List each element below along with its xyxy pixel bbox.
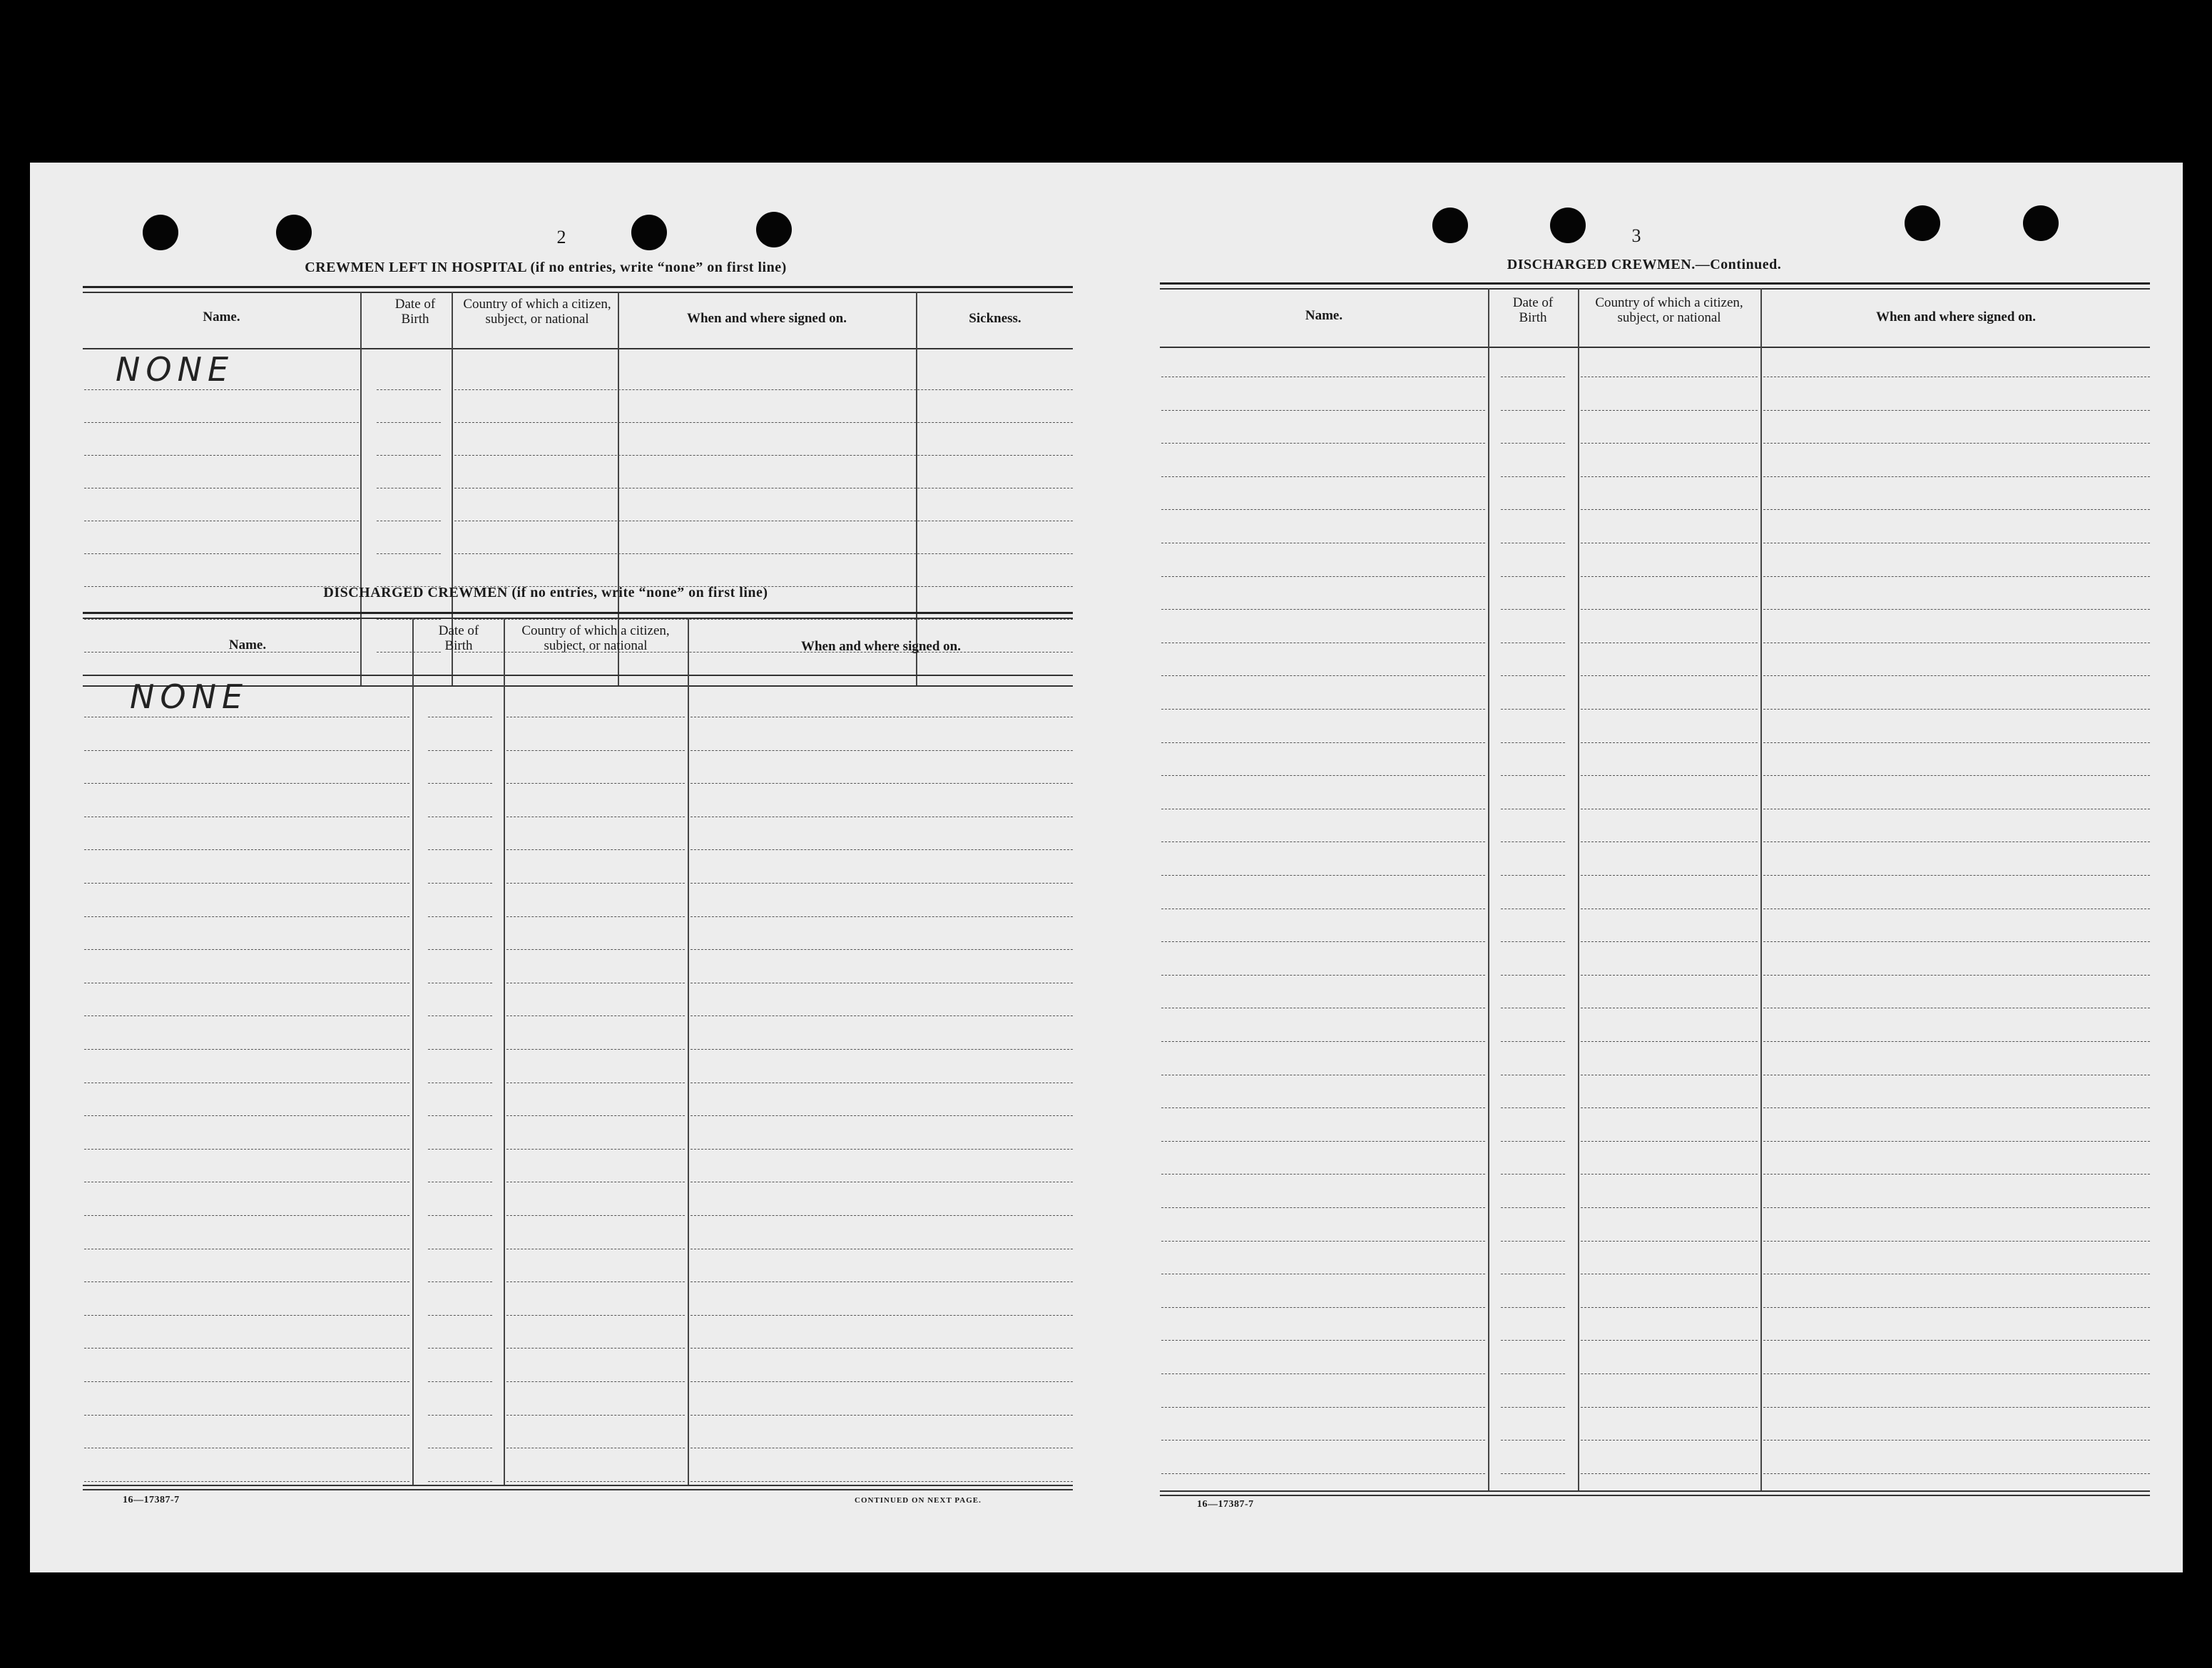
punch-hole	[631, 215, 667, 250]
table-row	[506, 1149, 685, 1150]
table-row	[1161, 509, 1485, 510]
table-row	[1161, 941, 1485, 942]
table-row	[1501, 1241, 1565, 1242]
table-row	[690, 1015, 1073, 1016]
table-row	[377, 389, 441, 390]
table-row	[1501, 1307, 1565, 1308]
table-row	[1763, 1207, 2150, 1208]
table-row	[690, 1115, 1073, 1116]
discharged-col-dob: Date of Birth	[438, 623, 479, 653]
table-row	[1161, 875, 1485, 876]
table-row	[1501, 1473, 1565, 1474]
table-row	[84, 1115, 409, 1116]
discharged-instruction: (if no entries, write “none” on first line)	[511, 585, 768, 600]
table-row	[1501, 509, 1565, 510]
table-row	[84, 849, 409, 850]
right-col-signed-on: When and where signed on.	[1875, 309, 2036, 324]
table-row	[1763, 1340, 2150, 1341]
table-row	[1763, 1141, 2150, 1142]
table-row	[1581, 1241, 1758, 1242]
table-row	[690, 750, 1073, 751]
table-row	[454, 455, 1073, 456]
table-row	[377, 455, 441, 456]
hospital-col-signed-on: When and where signed on.	[686, 311, 847, 326]
table-row	[1763, 1473, 2150, 1474]
table-row	[428, 1381, 492, 1382]
table-row	[1763, 941, 2150, 942]
discharged-col-divider	[504, 618, 505, 1485]
right-top-rule	[1160, 282, 2150, 285]
table-row	[1763, 509, 2150, 510]
table-row	[428, 783, 492, 784]
discharged-top-rule-2	[83, 618, 1073, 619]
table-row	[1581, 509, 1758, 510]
table-row	[1581, 709, 1758, 710]
table-row	[506, 1115, 685, 1116]
table-row	[84, 1015, 409, 1016]
table-row	[1763, 1440, 2150, 1441]
table-row	[1581, 775, 1758, 776]
table-row	[1501, 576, 1565, 577]
table-row	[1763, 476, 2150, 477]
right-col-country: Country of which a citizen, subject, or national	[1595, 295, 1743, 325]
discharged-header-rule	[83, 675, 1073, 676]
table-row	[1501, 1373, 1565, 1374]
discharged-bottom-rule	[83, 1485, 1073, 1486]
table-row	[84, 389, 359, 390]
table-row	[506, 949, 685, 950]
right-bottom-rule-2	[1160, 1495, 2150, 1496]
table-row	[428, 1015, 492, 1016]
table-row	[1581, 476, 1758, 477]
table-row	[690, 1348, 1073, 1349]
table-row	[1501, 742, 1565, 743]
discharged-col-divider	[688, 618, 689, 1485]
table-row	[1161, 1174, 1485, 1175]
table-row	[1501, 1107, 1565, 1108]
table-row	[690, 849, 1073, 850]
table-row	[1581, 443, 1758, 444]
table-row	[1501, 1174, 1565, 1175]
table-row	[1501, 775, 1565, 776]
table-row	[506, 1049, 685, 1050]
table-row	[1581, 1207, 1758, 1208]
discharged-col-country: Country of which a citizen, subject, or national	[521, 623, 670, 653]
table-row	[428, 949, 492, 950]
table-row	[428, 916, 492, 917]
table-row	[84, 1149, 409, 1150]
table-row	[1763, 675, 2150, 676]
hospital-col-divider	[916, 292, 917, 685]
right-col-divider	[1488, 288, 1489, 1492]
table-row	[1763, 1307, 2150, 1308]
table-row	[1581, 1141, 1758, 1142]
table-row	[1161, 1340, 1485, 1341]
left-form-number: 16—17387-7	[123, 1495, 180, 1505]
table-row	[1161, 841, 1485, 842]
table-row	[1763, 576, 2150, 577]
left-page-number: 2	[556, 227, 566, 247]
table-row	[1501, 1041, 1565, 1042]
table-row	[428, 883, 492, 884]
table-row	[690, 1481, 1073, 1482]
right-bottom-rule	[1160, 1490, 2150, 1492]
table-row	[1763, 1107, 2150, 1108]
table-row	[1763, 775, 2150, 776]
table-row	[1501, 1207, 1565, 1208]
table-row	[1501, 675, 1565, 676]
table-row	[428, 1415, 492, 1416]
table-row	[1581, 1340, 1758, 1341]
table-row	[377, 619, 441, 620]
table-row	[428, 849, 492, 850]
table-row	[84, 455, 359, 456]
hospital-col-country: Country of which a citizen, subject, or national	[463, 297, 611, 327]
hospital-col-dob: Date of Birth	[394, 297, 436, 327]
hospital-top-rule	[83, 286, 1073, 288]
punch-hole	[2023, 205, 2059, 241]
discharged-title-text: DISCHARGED CREWMEN	[323, 585, 508, 600]
discharged-section-title	[128, 585, 963, 601]
table-row	[1581, 841, 1758, 842]
hospital-col-divider	[360, 292, 362, 685]
discharged-col-name: Name.	[228, 638, 267, 653]
right-header-rule	[1160, 347, 2150, 348]
hospital-top-rule-2	[83, 292, 1073, 293]
right-col-divider	[1760, 288, 1762, 1492]
table-row	[506, 1215, 685, 1216]
table-row	[1763, 1407, 2150, 1408]
table-row	[1581, 1107, 1758, 1108]
table-row	[506, 1381, 685, 1382]
table-row	[428, 750, 492, 751]
continued-note: CONTINUED ON NEXT PAGE.	[855, 1496, 982, 1505]
table-row	[428, 1215, 492, 1216]
table-row	[84, 916, 409, 917]
table-row	[1161, 476, 1485, 477]
hospital-title-text: CREWMEN LEFT IN HOSPITAL	[305, 260, 527, 275]
table-row	[428, 1115, 492, 1116]
hospital-handwritten-entry: NONE	[116, 350, 235, 389]
table-row	[506, 916, 685, 917]
table-row	[1161, 1107, 1485, 1108]
table-row	[1161, 975, 1485, 976]
table-row	[1501, 1440, 1565, 1441]
punch-hole	[1550, 208, 1586, 243]
discharged-top-rule	[83, 612, 1073, 614]
table-row	[84, 1381, 409, 1382]
table-row	[690, 916, 1073, 917]
table-row	[84, 783, 409, 784]
table-row	[1501, 975, 1565, 976]
punch-hole	[1905, 205, 1940, 241]
table-row	[84, 422, 359, 423]
table-row	[1501, 476, 1565, 477]
table-row	[1581, 1407, 1758, 1408]
table-row	[1763, 742, 2150, 743]
table-row	[428, 1049, 492, 1050]
table-row	[84, 1348, 409, 1349]
table-row	[1161, 609, 1485, 610]
right-col-divider	[1578, 288, 1579, 1492]
table-row	[377, 553, 441, 554]
table-row	[506, 1348, 685, 1349]
table-row	[377, 422, 441, 423]
table-row	[454, 422, 1073, 423]
table-row	[1763, 1174, 2150, 1175]
discharged-col-signed-on: When and where signed on.	[800, 639, 961, 654]
table-row	[1763, 1041, 2150, 1042]
table-row	[1501, 609, 1565, 610]
table-row	[1501, 443, 1565, 444]
table-row	[506, 750, 685, 751]
table-row	[1501, 875, 1565, 876]
table-row	[1161, 1473, 1485, 1474]
table-row	[428, 1348, 492, 1349]
table-row	[506, 1015, 685, 1016]
table-row	[84, 1415, 409, 1416]
table-row	[84, 1049, 409, 1050]
right-top-rule-2	[1160, 288, 2150, 290]
table-row	[1161, 742, 1485, 743]
table-row	[690, 949, 1073, 950]
table-row	[1161, 443, 1485, 444]
hospital-col-name: Name.	[203, 309, 240, 324]
table-row	[1763, 875, 2150, 876]
table-row	[428, 1315, 492, 1316]
table-row	[1501, 941, 1565, 942]
table-row	[84, 1215, 409, 1216]
table-row	[1763, 841, 2150, 842]
table-row	[1581, 576, 1758, 577]
table-row	[1763, 709, 2150, 710]
punch-hole	[1432, 208, 1468, 243]
table-row	[84, 1281, 409, 1282]
table-row	[1161, 1207, 1485, 1208]
table-row	[1763, 975, 2150, 976]
table-row	[506, 1415, 685, 1416]
hospital-header-rule	[83, 348, 1073, 349]
table-row	[1581, 1473, 1758, 1474]
hospital-col-sickness: Sickness.	[969, 311, 1021, 326]
table-row	[1581, 975, 1758, 976]
table-row	[690, 783, 1073, 784]
right-page-number: 3	[1631, 225, 1641, 246]
table-row	[1581, 1307, 1758, 1308]
table-row	[1161, 1440, 1485, 1441]
table-row	[1161, 1307, 1485, 1308]
table-row	[428, 1149, 492, 1150]
table-row	[1581, 875, 1758, 876]
table-row	[1161, 410, 1485, 411]
table-row	[1763, 609, 2150, 610]
table-row	[84, 553, 359, 554]
table-row	[84, 619, 359, 620]
table-row	[1161, 1407, 1485, 1408]
table-row	[1501, 841, 1565, 842]
right-title-suffix: —Continued.	[1695, 257, 1782, 272]
table-row	[1581, 675, 1758, 676]
table-row	[1763, 1241, 2150, 1242]
right-col-dob: Date of Birth	[1512, 295, 1554, 325]
table-row	[428, 1481, 492, 1482]
table-row	[690, 883, 1073, 884]
table-row	[1581, 742, 1758, 743]
table-row	[1161, 675, 1485, 676]
table-row	[454, 619, 1073, 620]
right-title-text: DISCHARGED CREWMEN.	[1507, 257, 1696, 272]
table-row	[1161, 775, 1485, 776]
table-row	[1581, 1041, 1758, 1042]
table-row	[1763, 1373, 2150, 1374]
table-row	[84, 949, 409, 950]
table-row	[1581, 941, 1758, 942]
document-sheet	[30, 163, 2183, 1572]
table-row	[1161, 576, 1485, 577]
table-row	[1161, 709, 1485, 710]
table-row	[84, 883, 409, 884]
right-col-name: Name.	[1305, 308, 1343, 323]
table-row	[428, 1281, 492, 1282]
table-row	[506, 849, 685, 850]
table-row	[690, 1315, 1073, 1316]
table-row	[1581, 410, 1758, 411]
table-row	[690, 1415, 1073, 1416]
right-section-title	[1384, 257, 1905, 273]
table-row	[1763, 443, 2150, 444]
discharged-bottom-rule-2	[83, 1489, 1073, 1490]
table-row	[1581, 609, 1758, 610]
table-row	[1763, 410, 2150, 411]
table-row	[1501, 1407, 1565, 1408]
table-row	[506, 883, 685, 884]
right-form-number: 16—17387-7	[1197, 1499, 1254, 1510]
table-row	[690, 1215, 1073, 1216]
table-row	[1501, 709, 1565, 710]
table-row	[1161, 1373, 1485, 1374]
punch-hole	[756, 212, 792, 247]
table-row	[1501, 1340, 1565, 1341]
table-row	[506, 783, 685, 784]
table-row	[1501, 410, 1565, 411]
table-row	[690, 1381, 1073, 1382]
punch-hole	[143, 215, 178, 250]
table-row	[84, 1315, 409, 1316]
table-row	[1161, 1241, 1485, 1242]
table-row	[1581, 1174, 1758, 1175]
table-row	[1501, 1141, 1565, 1142]
hospital-instruction: (if no entries, write “none” on first line)	[530, 260, 787, 275]
table-row	[1581, 1440, 1758, 1441]
hospital-section-title	[128, 260, 963, 276]
table-row	[1161, 1041, 1485, 1042]
table-row	[1161, 1141, 1485, 1142]
table-row	[84, 1481, 409, 1482]
table-row	[506, 1481, 685, 1482]
discharged-col-divider	[412, 618, 414, 1485]
table-row	[690, 1149, 1073, 1150]
punch-hole	[276, 215, 312, 250]
discharged-handwritten-entry: NONE	[130, 677, 249, 716]
table-row	[454, 553, 1073, 554]
table-row	[690, 1281, 1073, 1282]
table-row	[506, 1315, 685, 1316]
table-row	[454, 389, 1073, 390]
table-row	[690, 1049, 1073, 1050]
table-row	[1581, 1373, 1758, 1374]
table-row	[84, 750, 409, 751]
table-row	[506, 1281, 685, 1282]
